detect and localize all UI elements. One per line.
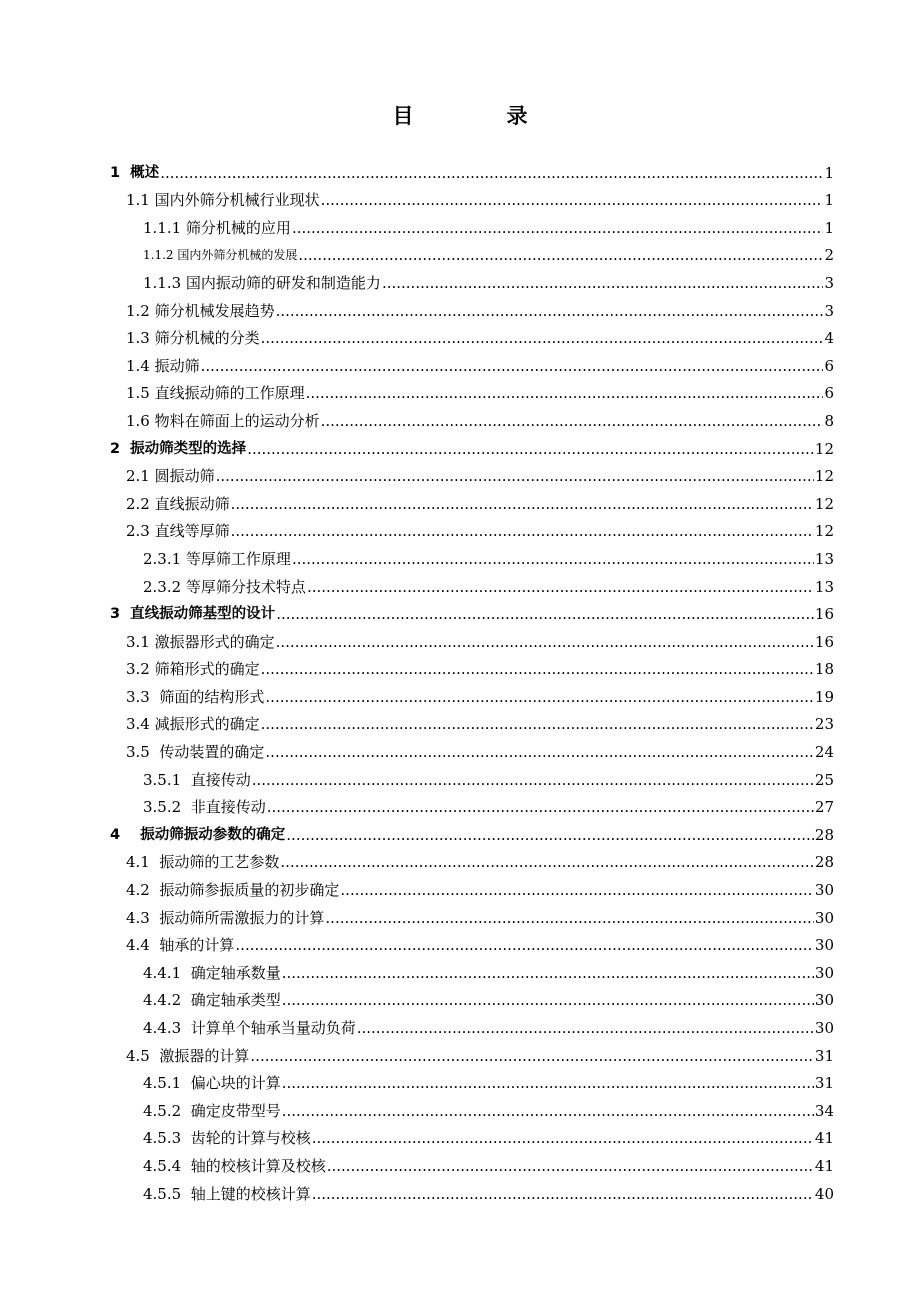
toc-leader bbox=[321, 190, 824, 210]
toc-leader bbox=[252, 770, 814, 790]
toc-leader bbox=[247, 439, 814, 459]
toc-leader bbox=[160, 163, 823, 183]
toc-entry-title: 4.5.4 轴的校核计算及校核 bbox=[143, 1156, 326, 1175]
toc-page-number: 8 bbox=[824, 411, 834, 430]
toc-entry-title: 1.6 物料在筛面上的运动分析 bbox=[126, 411, 320, 430]
toc-entry[interactable] bbox=[110, 459, 834, 487]
toc-entry-title: 1.3 筛分机械的分类 bbox=[126, 329, 260, 348]
toc-leader bbox=[276, 632, 814, 652]
toc-entry[interactable] bbox=[110, 1038, 834, 1066]
toc-leader bbox=[250, 1046, 814, 1066]
toc-entry-title: 1.4 振动筛 bbox=[126, 356, 200, 375]
toc-entry[interactable] bbox=[110, 1176, 834, 1204]
toc-page-number: 30 bbox=[814, 936, 834, 955]
toc-leader bbox=[276, 604, 814, 624]
toc-entry-title: 1.1.1 筛分机械的应用 bbox=[143, 218, 291, 237]
toc-entry[interactable] bbox=[110, 155, 834, 183]
toc-entry[interactable] bbox=[110, 707, 834, 735]
toc-page-number: 12 bbox=[814, 494, 834, 513]
toc-leader bbox=[267, 797, 814, 817]
toc-page-number: 13 bbox=[814, 549, 834, 568]
toc-entry-title: 4.5 激振器的计算 bbox=[126, 1046, 250, 1065]
toc-leader bbox=[282, 990, 814, 1010]
toc-page-number: 13 bbox=[814, 577, 834, 596]
toc-page-number: 16 bbox=[814, 605, 834, 624]
toc-leader bbox=[261, 714, 814, 734]
toc-page-number: 6 bbox=[824, 356, 834, 375]
toc-entry-title: 3.5.1 直接传动 bbox=[143, 770, 251, 789]
toc-entry-title: 4.4.3 计算单个轴承当量动负荷 bbox=[143, 1019, 356, 1037]
toc-leader bbox=[298, 245, 823, 265]
toc-entry-title: 1.1 国内外筛分机械行业现状 bbox=[126, 191, 320, 210]
toc-entry-title: 4.4.2 确定轴承类型 bbox=[143, 991, 281, 1010]
toc-leader bbox=[312, 1128, 814, 1148]
toc-entry[interactable] bbox=[110, 376, 834, 404]
toc-entry[interactable] bbox=[110, 541, 834, 569]
toc-entry[interactable] bbox=[110, 762, 834, 790]
toc-entry-title: 1.2 筛分机械发展趋势 bbox=[126, 301, 275, 320]
toc-entry-title: 3.5.2 非直接传动 bbox=[143, 798, 266, 817]
toc-entry-title: 4.5.3 齿轮的计算与校核 bbox=[143, 1129, 311, 1148]
toc-entry[interactable] bbox=[110, 900, 834, 928]
toc-page-number: 2 bbox=[824, 246, 834, 265]
toc-page-number: 41 bbox=[814, 1156, 834, 1175]
toc-leader bbox=[282, 1073, 814, 1093]
toc-leader bbox=[292, 549, 814, 569]
toc-entry[interactable] bbox=[110, 486, 834, 514]
toc-page-number: 30 bbox=[814, 991, 834, 1010]
toc-page-number: 27 bbox=[814, 798, 834, 817]
toc-entry[interactable] bbox=[110, 321, 834, 349]
toc-leader bbox=[261, 328, 824, 348]
toc-entry-title: 4.1 振动筛的工艺参数 bbox=[126, 853, 280, 872]
toc-entry[interactable] bbox=[110, 734, 834, 762]
toc-page-number: 24 bbox=[814, 743, 834, 762]
toc-leader bbox=[292, 218, 824, 238]
toc-entry[interactable] bbox=[110, 872, 834, 900]
toc-leader bbox=[231, 494, 814, 514]
toc-entry-title: 2.3 直线等厚筛 bbox=[126, 522, 230, 541]
toc-entry-title: 2.1 圆振动筛 bbox=[126, 467, 215, 486]
toc-page-number: 3 bbox=[824, 273, 834, 292]
toc-entry[interactable] bbox=[110, 955, 834, 983]
toc-entry[interactable] bbox=[110, 790, 834, 818]
toc-entry-title: 3.1 激振器形式的确定 bbox=[126, 632, 275, 651]
toc-page-number: 30 bbox=[814, 963, 834, 982]
toc-entry-title: 4.5.5 轴上键的校核计算 bbox=[143, 1184, 311, 1203]
toc-page-number: 31 bbox=[814, 1074, 834, 1093]
toc-entry[interactable] bbox=[110, 238, 834, 266]
toc-page-number: 41 bbox=[814, 1129, 834, 1148]
toc-page-number: 6 bbox=[824, 384, 834, 403]
toc-page-number: 30 bbox=[814, 881, 834, 900]
toc-entry[interactable] bbox=[110, 265, 834, 293]
toc-page-number: 28 bbox=[814, 853, 834, 872]
toc-entry[interactable] bbox=[110, 1148, 834, 1176]
toc-leader bbox=[265, 742, 814, 762]
toc-leader bbox=[321, 411, 824, 431]
toc-page-number: 19 bbox=[814, 687, 834, 706]
toc-entry[interactable] bbox=[110, 679, 834, 707]
toc-page-number: 1 bbox=[824, 218, 834, 237]
toc-page-number: 4 bbox=[824, 329, 834, 348]
toc-leader bbox=[282, 963, 814, 983]
toc-entry[interactable] bbox=[110, 403, 834, 431]
toc-entry-title: 3.5 传动装置的确定 bbox=[126, 743, 265, 762]
toc-entry[interactable] bbox=[110, 293, 834, 321]
toc-entry[interactable] bbox=[110, 348, 834, 376]
toc-entry[interactable] bbox=[110, 817, 834, 845]
toc-leader bbox=[216, 466, 814, 486]
toc-entry-title: 1.5 直线振动筛的工作原理 bbox=[126, 384, 305, 403]
toc-entry[interactable] bbox=[110, 1066, 834, 1094]
toc-entry-title: 1 概述 bbox=[110, 164, 160, 181]
toc-page-number: 31 bbox=[814, 1046, 834, 1065]
toc-page-number: 12 bbox=[814, 522, 834, 541]
toc-entry[interactable] bbox=[110, 983, 834, 1011]
toc-page-number: 1 bbox=[824, 163, 834, 182]
toc-entry[interactable] bbox=[110, 514, 834, 542]
toc-entry[interactable] bbox=[110, 845, 834, 873]
toc-leader bbox=[235, 935, 814, 955]
toc-entry[interactable] bbox=[110, 597, 834, 625]
toc-leader bbox=[327, 1156, 814, 1176]
toc-leader bbox=[382, 273, 824, 293]
toc-leader bbox=[280, 852, 814, 872]
toc-leader bbox=[307, 577, 814, 597]
toc-leader bbox=[325, 908, 814, 928]
toc-leader bbox=[312, 1184, 814, 1204]
toc-page-number: 30 bbox=[814, 1019, 834, 1037]
toc-entry-title: 1.1.3 国内振动筛的研发和制造能力 bbox=[143, 273, 381, 292]
toc-leader bbox=[357, 1018, 814, 1038]
toc-leader bbox=[276, 301, 824, 321]
toc-page-number: 25 bbox=[814, 770, 834, 789]
toc-entry-title: 2.2 直线振动筛 bbox=[126, 494, 230, 513]
toc-entry[interactable] bbox=[110, 652, 834, 680]
toc-page-number: 1 bbox=[824, 191, 834, 210]
toc-entry-title: 4.4.1 确定轴承数量 bbox=[143, 963, 281, 982]
toc-entry[interactable] bbox=[110, 1010, 834, 1038]
toc-page-number: 12 bbox=[814, 467, 834, 486]
toc-entry-title: 3.2 筛箱形式的确定 bbox=[126, 660, 260, 679]
toc-entry-title: 1.1.2 国内外筛分机械的发展 bbox=[143, 248, 298, 263]
toc-entry[interactable] bbox=[110, 624, 834, 652]
toc-page-number: 28 bbox=[814, 825, 834, 844]
toc-page-number: 23 bbox=[814, 715, 834, 734]
page-title: 目 录 bbox=[392, 103, 564, 128]
toc-entry[interactable] bbox=[110, 928, 834, 956]
toc-entry[interactable] bbox=[110, 210, 834, 238]
toc-leader bbox=[265, 687, 814, 707]
toc-entry-title: 3 直线振动筛基型的设计 bbox=[110, 606, 276, 623]
toc-page-number: 30 bbox=[814, 908, 834, 927]
toc-entry-title: 2.3.2 等厚筛分技术特点 bbox=[143, 577, 306, 596]
toc-entry-title: 3.3 筛面的结构形式 bbox=[126, 687, 265, 706]
toc-page-number: 3 bbox=[824, 301, 834, 320]
toc-entry-title: 4 振动筛振动参数的确定 bbox=[110, 826, 286, 843]
toc-leader bbox=[282, 1101, 814, 1121]
toc-entry-title: 4.5.1 偏心块的计算 bbox=[143, 1074, 281, 1093]
toc-entry-title: 2.3.1 等厚筛工作原理 bbox=[143, 549, 291, 568]
toc-leader bbox=[340, 880, 814, 900]
table-of-contents bbox=[110, 155, 834, 1204]
toc-entry-title: 4.4 轴承的计算 bbox=[126, 936, 235, 955]
toc-leader bbox=[286, 825, 814, 845]
toc-entry[interactable] bbox=[110, 1121, 834, 1149]
toc-page-number: 40 bbox=[814, 1184, 834, 1203]
toc-page-number: 34 bbox=[814, 1101, 834, 1120]
toc-entry[interactable] bbox=[110, 183, 834, 211]
toc-entry[interactable] bbox=[110, 1093, 834, 1121]
toc-entry[interactable] bbox=[110, 431, 834, 459]
toc-entry-title: 4.2 振动筛参振质量的初步确定 bbox=[126, 881, 340, 900]
toc-entry-title: 3.4 减振形式的确定 bbox=[126, 715, 260, 734]
toc-entry-title: 2 振动筛类型的选择 bbox=[110, 440, 247, 457]
toc-page-number: 12 bbox=[814, 439, 834, 458]
toc-leader bbox=[201, 356, 824, 376]
toc-leader bbox=[261, 659, 814, 679]
toc-page-number: 18 bbox=[814, 660, 834, 679]
toc-leader bbox=[306, 383, 824, 403]
toc-entry[interactable] bbox=[110, 569, 834, 597]
toc-page-number: 16 bbox=[814, 632, 834, 651]
toc-entry-title: 4.5.2 确定皮带型号 bbox=[143, 1101, 281, 1120]
toc-leader bbox=[231, 521, 814, 541]
toc-entry-title: 4.3 振动筛所需激振力的计算 bbox=[126, 908, 325, 927]
